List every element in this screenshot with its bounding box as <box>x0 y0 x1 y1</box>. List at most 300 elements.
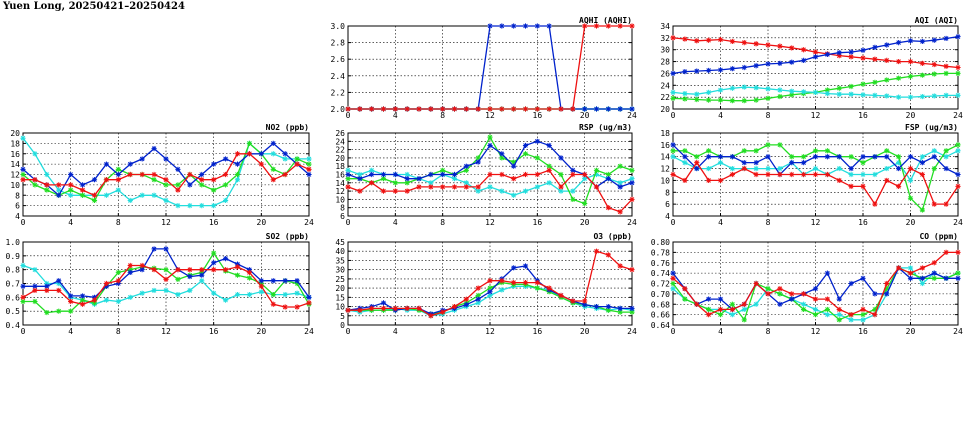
data-point <box>730 66 735 71</box>
data-point <box>523 23 528 28</box>
y-tick-label: 12 <box>10 170 20 180</box>
data-point <box>777 87 782 92</box>
data-point <box>594 106 599 111</box>
data-point <box>706 166 711 171</box>
x-tick-label: 0 <box>345 218 351 227</box>
data-point <box>920 73 925 78</box>
data-point <box>849 312 854 317</box>
data-point <box>535 139 540 144</box>
data-point <box>825 52 830 57</box>
data-point <box>754 85 759 90</box>
data-point <box>68 187 73 192</box>
data-point <box>151 146 156 151</box>
data-point <box>175 167 180 172</box>
data-point <box>80 182 85 187</box>
data-point <box>104 298 109 303</box>
x-tick-label: 24 <box>627 111 637 120</box>
data-point <box>694 97 699 102</box>
data-point <box>306 300 311 305</box>
data-point <box>511 106 516 111</box>
data-point <box>932 202 937 207</box>
data-point <box>789 291 794 296</box>
data-point <box>151 267 156 272</box>
data-point <box>825 271 830 276</box>
chart-title: AQHI (AQHI) <box>579 16 632 25</box>
data-point <box>860 82 865 87</box>
data-point <box>523 106 528 111</box>
data-point <box>570 197 575 202</box>
y-tick-label: 20 <box>335 284 345 294</box>
y-tick-label: 30 <box>335 265 345 275</box>
chart-title: O3 (ppb) <box>593 232 632 241</box>
data-point <box>535 184 540 189</box>
data-point <box>357 176 362 181</box>
data-point <box>920 281 925 286</box>
data-point <box>271 167 276 172</box>
data-point <box>884 93 889 98</box>
data-point <box>68 172 73 177</box>
x-tick-label: 20 <box>905 218 916 227</box>
data-point <box>223 156 228 161</box>
data-point <box>369 172 374 177</box>
data-point <box>694 68 699 73</box>
data-point <box>294 291 299 296</box>
y-tick-label: 0.72 <box>650 279 670 289</box>
data-point <box>896 265 901 270</box>
x-tick-label: 24 <box>627 327 637 336</box>
data-point <box>116 187 121 192</box>
x-tick-label: 4 <box>392 327 398 336</box>
data-point <box>944 154 949 159</box>
data-point <box>594 249 599 254</box>
data-point <box>765 166 770 171</box>
y-tick-label: 8 <box>665 188 670 198</box>
data-point <box>860 184 865 189</box>
x-tick-label: 16 <box>208 218 219 227</box>
data-point <box>235 162 240 167</box>
data-point <box>283 156 288 161</box>
data-point <box>499 172 504 177</box>
data-point <box>464 184 469 189</box>
data-point <box>742 160 747 165</box>
data-point <box>56 278 61 283</box>
data-point <box>955 250 960 255</box>
data-point <box>860 160 865 165</box>
data-point <box>670 96 675 101</box>
data-point <box>163 198 168 203</box>
data-point <box>837 86 842 91</box>
data-point <box>235 264 240 269</box>
data-point <box>32 177 37 182</box>
data-point <box>405 176 410 181</box>
data-point <box>629 306 634 311</box>
data-point <box>440 172 445 177</box>
data-point <box>944 36 949 41</box>
data-point <box>777 61 782 66</box>
data-point <box>801 172 806 177</box>
data-point <box>32 151 37 156</box>
data-point <box>825 91 830 96</box>
data-point <box>357 106 362 111</box>
data-point <box>487 278 492 283</box>
data-point <box>558 172 563 177</box>
data-point <box>884 178 889 183</box>
y-tick-label: 0.78 <box>650 248 670 258</box>
data-point <box>920 172 925 177</box>
data-point <box>765 172 770 177</box>
data-point <box>487 143 492 148</box>
data-point <box>44 288 49 293</box>
data-point <box>80 293 85 298</box>
x-tick-label: 0 <box>345 111 351 120</box>
x-tick-label: 20 <box>256 218 267 227</box>
data-point <box>872 312 877 317</box>
data-point <box>837 166 842 171</box>
data-point <box>511 176 516 181</box>
data-point <box>860 48 865 53</box>
data-point <box>920 160 925 165</box>
data-point <box>730 98 735 103</box>
x-tick-label: 4 <box>718 111 723 120</box>
data-point <box>175 187 180 192</box>
data-point <box>499 278 504 283</box>
data-point <box>405 106 410 111</box>
chart-title: AQI (AQI) <box>914 16 958 25</box>
data-point <box>754 166 759 171</box>
data-point <box>511 164 516 169</box>
y-tick-label: 14 <box>660 152 670 162</box>
data-point <box>920 154 925 159</box>
data-point <box>777 172 782 177</box>
data-point <box>618 184 623 189</box>
data-point <box>920 207 925 212</box>
data-point <box>896 184 901 189</box>
data-point <box>777 291 782 296</box>
data-point <box>955 34 960 39</box>
data-point <box>44 182 49 187</box>
data-point <box>932 62 937 67</box>
data-point <box>235 292 240 297</box>
data-point <box>860 276 865 281</box>
data-point <box>452 106 457 111</box>
data-point <box>163 277 168 282</box>
y-tick-label: 10 <box>335 302 345 312</box>
data-point <box>199 267 204 272</box>
data-point <box>765 154 770 159</box>
data-point <box>629 180 634 185</box>
data-point <box>872 202 877 207</box>
data-point <box>306 172 311 177</box>
data-point <box>706 98 711 103</box>
data-point <box>523 143 528 148</box>
data-point <box>20 167 25 172</box>
x-tick-label: 12 <box>161 327 171 336</box>
data-point <box>872 291 877 296</box>
data-point <box>594 184 599 189</box>
data-point <box>535 23 540 28</box>
data-point <box>718 37 723 42</box>
data-point <box>955 93 960 98</box>
data-point <box>381 306 386 311</box>
data-point <box>416 184 421 189</box>
data-point <box>872 172 877 177</box>
data-point <box>570 172 575 177</box>
data-point <box>271 177 276 182</box>
x-tick-label: 8 <box>115 327 121 336</box>
data-point <box>393 306 398 311</box>
y-tick-label: 0.64 <box>650 321 670 330</box>
data-point <box>582 172 587 177</box>
data-point <box>369 106 374 111</box>
data-point <box>629 267 634 272</box>
y-tick-label: 8 <box>340 203 345 213</box>
y-tick-label: 14 <box>10 160 20 170</box>
data-point <box>247 275 252 280</box>
data-point <box>920 276 925 281</box>
data-point <box>163 177 168 182</box>
chart-title: FSP (ug/m3) <box>905 123 958 132</box>
data-point <box>116 270 121 275</box>
data-point <box>369 180 374 185</box>
data-point <box>393 172 398 177</box>
data-point <box>140 263 145 268</box>
y-tick-label: 24 <box>335 137 345 147</box>
data-point <box>20 295 25 300</box>
data-point <box>32 182 37 187</box>
data-point <box>283 151 288 156</box>
data-point <box>199 273 204 278</box>
chart-fsp <box>660 123 963 227</box>
data-point <box>730 86 735 91</box>
data-point <box>670 148 675 153</box>
x-tick-label: 20 <box>579 327 590 336</box>
chart-co <box>651 232 963 336</box>
data-point <box>452 172 457 177</box>
data-point <box>718 312 723 317</box>
x-tick-label: 0 <box>20 218 26 227</box>
data-point <box>754 281 759 286</box>
y-tick-label: 6 <box>15 201 20 211</box>
data-point <box>849 281 854 286</box>
data-point <box>837 296 842 301</box>
data-point <box>464 106 469 111</box>
y-tick-label: 0.8 <box>5 265 20 275</box>
data-point <box>547 168 552 173</box>
data-point <box>884 291 889 296</box>
data-point <box>151 193 156 198</box>
data-point <box>271 141 276 146</box>
data-point <box>813 148 818 153</box>
y-tick-label: 0.9 <box>5 251 20 261</box>
data-point <box>535 280 540 285</box>
data-point <box>813 166 818 171</box>
y-tick-label: 15 <box>335 293 345 303</box>
data-point <box>306 156 311 161</box>
data-point <box>199 172 204 177</box>
x-tick-label: 0 <box>670 218 676 227</box>
data-point <box>896 154 901 159</box>
data-point <box>932 271 937 276</box>
data-point <box>405 189 410 194</box>
data-point <box>20 172 25 177</box>
data-point <box>849 92 854 97</box>
data-point <box>789 154 794 159</box>
data-point <box>884 166 889 171</box>
data-point <box>670 271 675 276</box>
data-point <box>499 287 504 292</box>
data-point <box>211 187 216 192</box>
data-point <box>259 162 264 167</box>
data-point <box>670 35 675 40</box>
data-point <box>825 307 830 312</box>
data-point <box>908 265 913 270</box>
y-tick-label: 2.2 <box>330 88 345 98</box>
data-point <box>730 39 735 44</box>
page-title: Yuen Long, 20250421–20250424 <box>3 1 185 12</box>
data-point <box>849 49 854 54</box>
data-point <box>187 267 192 272</box>
data-point <box>32 267 37 272</box>
x-tick-label: 4 <box>68 218 74 227</box>
y-tick-label: 2.8 <box>330 38 345 48</box>
data-point <box>908 196 913 201</box>
data-point <box>345 106 350 111</box>
data-point <box>211 162 216 167</box>
y-tick-label: 18 <box>10 139 20 149</box>
data-point <box>128 263 133 268</box>
y-tick-label: 4 <box>665 212 670 221</box>
data-point <box>68 309 73 314</box>
data-point <box>151 288 156 293</box>
data-point <box>682 36 687 41</box>
data-point <box>801 47 806 52</box>
data-point <box>789 160 794 165</box>
x-tick-label: 24 <box>953 218 963 227</box>
y-tick-label: 40 <box>335 247 345 257</box>
data-point <box>393 189 398 194</box>
data-point <box>896 40 901 45</box>
data-point <box>765 61 770 66</box>
data-point <box>259 151 264 156</box>
data-point <box>908 38 913 43</box>
data-point <box>860 55 865 60</box>
y-tick-label: 0.4 <box>5 321 20 330</box>
data-point <box>511 23 516 28</box>
data-point <box>813 296 818 301</box>
x-tick-label: 20 <box>905 111 916 120</box>
data-point <box>944 64 949 69</box>
data-point <box>104 193 109 198</box>
data-point <box>223 267 228 272</box>
data-point <box>606 106 611 111</box>
data-point <box>718 98 723 103</box>
x-tick-label: 12 <box>810 327 821 336</box>
x-tick-label: 12 <box>485 218 495 227</box>
data-point <box>606 304 611 309</box>
data-point <box>247 141 252 146</box>
data-point <box>718 296 723 301</box>
data-point <box>670 142 675 147</box>
data-point <box>32 299 37 304</box>
data-point <box>789 60 794 65</box>
y-tick-label: 20 <box>335 153 345 163</box>
data-point <box>68 182 73 187</box>
data-point <box>742 40 747 45</box>
data-point <box>670 172 675 177</box>
data-point <box>860 154 865 159</box>
data-point <box>357 189 362 194</box>
data-point <box>464 297 469 302</box>
data-point <box>718 67 723 72</box>
y-tick-label: 0.6 <box>5 293 20 303</box>
data-point <box>570 298 575 303</box>
data-point <box>872 93 877 98</box>
data-point <box>247 151 252 156</box>
data-point <box>754 98 759 103</box>
data-point <box>801 89 806 94</box>
data-point <box>499 106 504 111</box>
data-point <box>860 317 865 322</box>
data-point <box>801 154 806 159</box>
data-point <box>20 284 25 289</box>
data-point <box>393 180 398 185</box>
data-point <box>440 184 445 189</box>
data-point <box>416 176 421 181</box>
data-point <box>283 304 288 309</box>
data-point <box>80 193 85 198</box>
data-point <box>682 69 687 74</box>
data-point <box>765 291 770 296</box>
chart-aqi <box>660 16 963 120</box>
data-point <box>92 198 97 203</box>
data-point <box>944 93 949 98</box>
data-point <box>294 156 299 161</box>
data-point <box>742 302 747 307</box>
data-point <box>116 167 121 172</box>
data-point <box>405 306 410 311</box>
data-point <box>259 278 264 283</box>
data-point <box>306 162 311 167</box>
data-point <box>718 307 723 312</box>
data-point <box>944 250 949 255</box>
data-point <box>523 189 528 194</box>
data-point <box>777 286 782 291</box>
chart-o3 <box>335 232 637 336</box>
data-point <box>452 184 457 189</box>
y-tick-label: 34 <box>660 22 670 31</box>
x-tick-label: 8 <box>765 327 771 336</box>
data-point <box>801 58 806 63</box>
data-point <box>223 172 228 177</box>
x-tick-label: 20 <box>579 218 590 227</box>
y-tick-label: 0.66 <box>650 310 670 320</box>
data-point <box>128 198 133 203</box>
data-point <box>283 278 288 283</box>
chart-title: RSP (ug/m3) <box>579 123 632 132</box>
x-tick-label: 12 <box>485 327 495 336</box>
y-tick-label: 16 <box>660 140 670 150</box>
data-point <box>381 189 386 194</box>
data-point <box>837 154 842 159</box>
data-point <box>175 203 180 208</box>
data-point <box>944 202 949 207</box>
data-point <box>682 178 687 183</box>
data-point <box>813 49 818 54</box>
y-tick-label: 16 <box>10 149 20 159</box>
data-point <box>163 156 168 161</box>
data-point <box>718 178 723 183</box>
data-point <box>247 270 252 275</box>
